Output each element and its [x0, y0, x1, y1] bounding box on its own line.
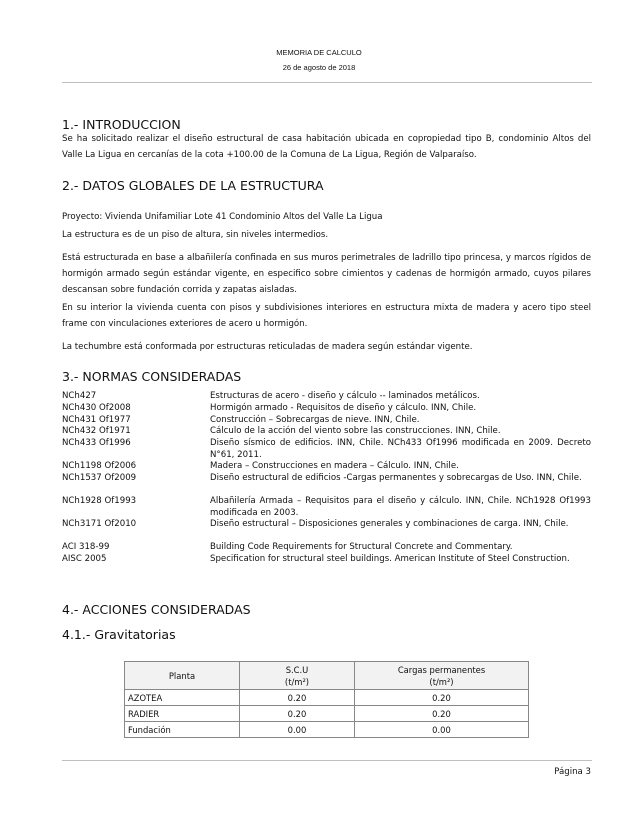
norma-description: Building Code Requirements for Structural Concrete and Commentary.: [210, 542, 513, 552]
table-header-cell: S.C.U (t/m²): [240, 662, 355, 690]
norma-description: Madera – Construcciones en madera – Cálculo. INN, Chile.: [210, 461, 459, 471]
norma-description: Estructuras de acero - diseño y cálculo -- laminados metálicos.: [210, 391, 480, 401]
document-date: 26 de agosto de 2018: [282, 63, 356, 72]
table-cell: Fundación: [125, 722, 240, 738]
table-cell: 0.20: [240, 690, 355, 706]
footer-divider: [62, 760, 592, 761]
table-cell: 0.00: [355, 722, 529, 738]
norma-code: NCh1198 Of2006: [62, 461, 137, 471]
page-number: Página 3: [554, 767, 591, 777]
table-header-row: [125, 662, 529, 690]
norma-code: NCh1537 Of2009: [62, 473, 137, 483]
norma-code: NCh431 Of1977: [62, 415, 131, 425]
table-cell: RADIER: [125, 706, 240, 722]
datos-paragraph-3: Está estructurada en base a albañilería confinada en sus muros perimetrales de ladrillo tipo princesa, y marcos rígidos de hormigón armado según estándar vigente, en especifico sobre cimientos y cadenas de hormigón armado, cuyos pilares descansan sobre fundación corrida y zapatas aisladas.: [62, 253, 591, 295]
loads-table: [124, 661, 529, 738]
datos-paragraph-2: La estructura es de un piso de altura, sin niveles intermedios.: [62, 230, 329, 240]
table-cell: 0.20: [355, 706, 529, 722]
norma-description: Diseño estructural de edificios -Cargas permanentes y sobrecargas de Uso. INN, Chile.: [210, 473, 582, 483]
norma-description: Specification for structural steel buildings. American Institute of Steel Construction.: [210, 554, 570, 564]
norma-code: NCh432 Of1971: [62, 426, 131, 436]
datos-paragraph-1: Proyecto: Vivienda Unifamiliar Lote 41 Condominio Altos del Valle La Ligua: [62, 212, 383, 222]
norma-description: Cálculo de la acción del viento sobre las construcciones. INN, Chile.: [210, 426, 501, 436]
table-header-cell: Cargas permanentes (t/m²): [355, 662, 529, 690]
norma-description: Hormigón armado - Requisitos de diseño y cálculo. INN, Chile.: [210, 403, 477, 413]
norma-description: Diseño estructural – Disposiciones generales y combinaciones de carga. INN, Chile.: [210, 519, 569, 529]
norma-code: NCh427: [62, 391, 97, 401]
table-row: [125, 706, 529, 722]
section-title-datos: 2.- DATOS GLOBALES DE LA ESTRUCTURA: [62, 178, 324, 193]
datos-paragraph-5: La techumbre está conformada por estructuras reticuladas de madera según estándar vigente.: [62, 342, 473, 352]
subsection-title-gravitatorias: 4.1.- Gravitatorias: [62, 627, 176, 642]
table-row: [125, 722, 529, 738]
norma-code: NCh1928 Of1993: [62, 496, 137, 506]
table-header-cell: Planta: [125, 662, 240, 690]
norma-code: ACI 318-99: [62, 542, 110, 552]
table-cell: 0.00: [240, 722, 355, 738]
header-divider: [62, 82, 592, 83]
section-title-acciones: 4.- ACCIONES CONSIDERADAS: [62, 602, 251, 617]
norma-description: Construcción – Sobrecargas de nieve. INN, Chile.: [210, 415, 420, 425]
datos-paragraph-4: En su interior la vivienda cuenta con pisos y subdivisiones interiores en estructura mixta de madera y acero tipo steel frame con vinculaciones exteriores de acero u hormigón.: [62, 303, 591, 329]
norma-code: NCh433 Of1996: [62, 438, 131, 448]
norma-code: AISC 2005: [62, 554, 107, 564]
table-cell: AZOTEA: [125, 690, 240, 706]
table-row: [125, 690, 529, 706]
table-cell: 0.20: [240, 706, 355, 722]
norma-code: NCh3171 Of2010: [62, 519, 137, 529]
section-title-normas: 3.- NORMAS CONSIDERADAS: [62, 369, 242, 384]
section-title-intro: 1.- INTRODUCCION: [62, 117, 181, 132]
norma-code: NCh430 Of2008: [62, 403, 131, 413]
table-cell: 0.20: [355, 690, 529, 706]
intro-paragraph: Se ha solicitado realizar el diseño estructural de casa habitación ubicada en copropiedad tipo B, condominio Altos del Valle La Ligua en cercanías de la cota +100.00 de la Comuna de La Ligua, Región de Valparaíso.: [62, 134, 591, 160]
document-title: MEMORIA DE CALCULO: [276, 48, 362, 57]
norma-description: Albañilería Armada – Requisitos para el diseño y cálculo. INN, Chile. NCh1928 Of1993 modificada en 2003.: [210, 496, 591, 518]
norma-description: Diseño sísmico de edificios. INN, Chile. NCh433 Of1996 modificada en 2009. Decreto N°61, 2011.: [210, 438, 591, 460]
